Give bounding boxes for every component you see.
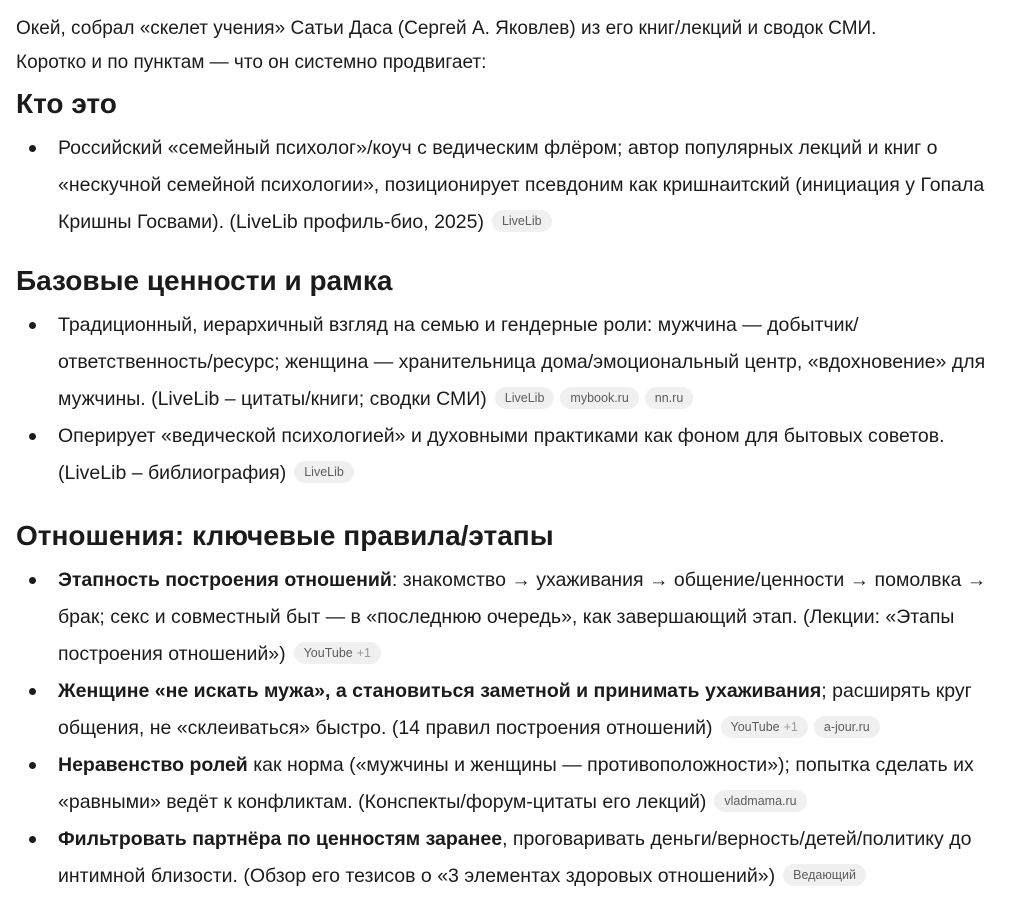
source-chip[interactable]: mybook.ru — [560, 387, 638, 409]
list-item — [16, 821, 1012, 895]
list-item — [16, 418, 1012, 492]
intro-line-1: Окей, собрал «скелет учения» Сатьи Даса (Сергей А. Яковлев) из его книг/лекций и сводок СМИ. — [16, 18, 877, 39]
item-text: : знакомство → ухаживания → общение/ценности → помолвка → брак; секс и совместный быт — в «последнюю очередь», как завершающий этап. (Лекции: «Этапы построения отношений») — [58, 569, 987, 665]
item-text: Оперирует «ведической психологией» и духовными практиками как фоном для бытовых советов. (LiveLib – библиография) — [58, 425, 945, 484]
source-chip[interactable]: a-jour.ru — [814, 716, 880, 738]
chip-more-count: +1 — [783, 719, 798, 734]
item-text: Российский «семейный психолог»/коуч с ведическим флёром; автор популярных лекций и книг о «нескучной семейной психологии», позиционирует псевдоним как кришнаитский (инициация у Гопала Кришны Госвами). (LiveLib профиль-био, 2025) — [58, 137, 985, 233]
chip-label: YouTube — [730, 719, 780, 734]
list-who — [16, 130, 1012, 241]
list-item — [16, 747, 1012, 821]
list-item — [16, 130, 1012, 241]
item-text: ; расширять круг общения, не «склеиваться» быстро. (14 правил построения отношений) — [58, 680, 972, 739]
intro-line-2: Коротко и по пунктам — что он системно продвигает: — [16, 52, 487, 73]
heading-values: Базовые ценности и рамка — [16, 265, 393, 296]
source-chip[interactable]: nn.ru — [645, 387, 694, 409]
source-chip[interactable]: LiveLib — [294, 461, 354, 483]
item-text: как норма («мужчины и женщины — противоположности»); попытка сделать их «равными» ведёт к конфликтам. (Конспекты/форум-цитаты его лекций) — [58, 754, 974, 813]
item-bold: Женщине «не искать мужа», а становиться заметной и принимать ухаживания — [58, 680, 822, 702]
source-chip[interactable]: vladmama.ru — [714, 790, 806, 812]
source-chip[interactable]: LiveLib — [492, 210, 552, 232]
source-chip[interactable]: Ведающий — [783, 864, 866, 886]
item-text: Традиционный, иерархичный взгляд на семью и гендерные роли: мужчина — добытчик/ответственность/ресурс; женщина — хранительница дома/эмоциональный центр, «вдохновение» для мужчины. (LiveLib – цитаты/книги; сводки СМИ) — [58, 314, 986, 410]
chip-label: YouTube — [303, 645, 353, 660]
list-values — [16, 307, 1012, 492]
source-chip[interactable] — [721, 716, 808, 738]
item-text: , проговаривать деньги/верность/детей/политику до интимной близости. (Обзор его тезисов о «3 элементах здоровых отношений») — [58, 828, 972, 887]
item-bold: Этапность построения отношений — [58, 569, 392, 591]
list-item — [16, 562, 1012, 673]
item-bold: Фильтровать партнёра по ценностям заранее — [58, 828, 503, 850]
list-item — [16, 307, 1012, 418]
source-chip[interactable]: LiveLib — [495, 387, 555, 409]
heading-relations: Отношения: ключевые правила/этапы — [16, 520, 554, 551]
source-chip[interactable] — [294, 642, 381, 664]
item-bold: Неравенство ролей — [58, 754, 248, 776]
list-relations — [16, 562, 1012, 895]
list-item — [16, 673, 1012, 747]
heading-who: Кто это — [16, 88, 117, 119]
chip-more-count: +1 — [356, 645, 371, 660]
